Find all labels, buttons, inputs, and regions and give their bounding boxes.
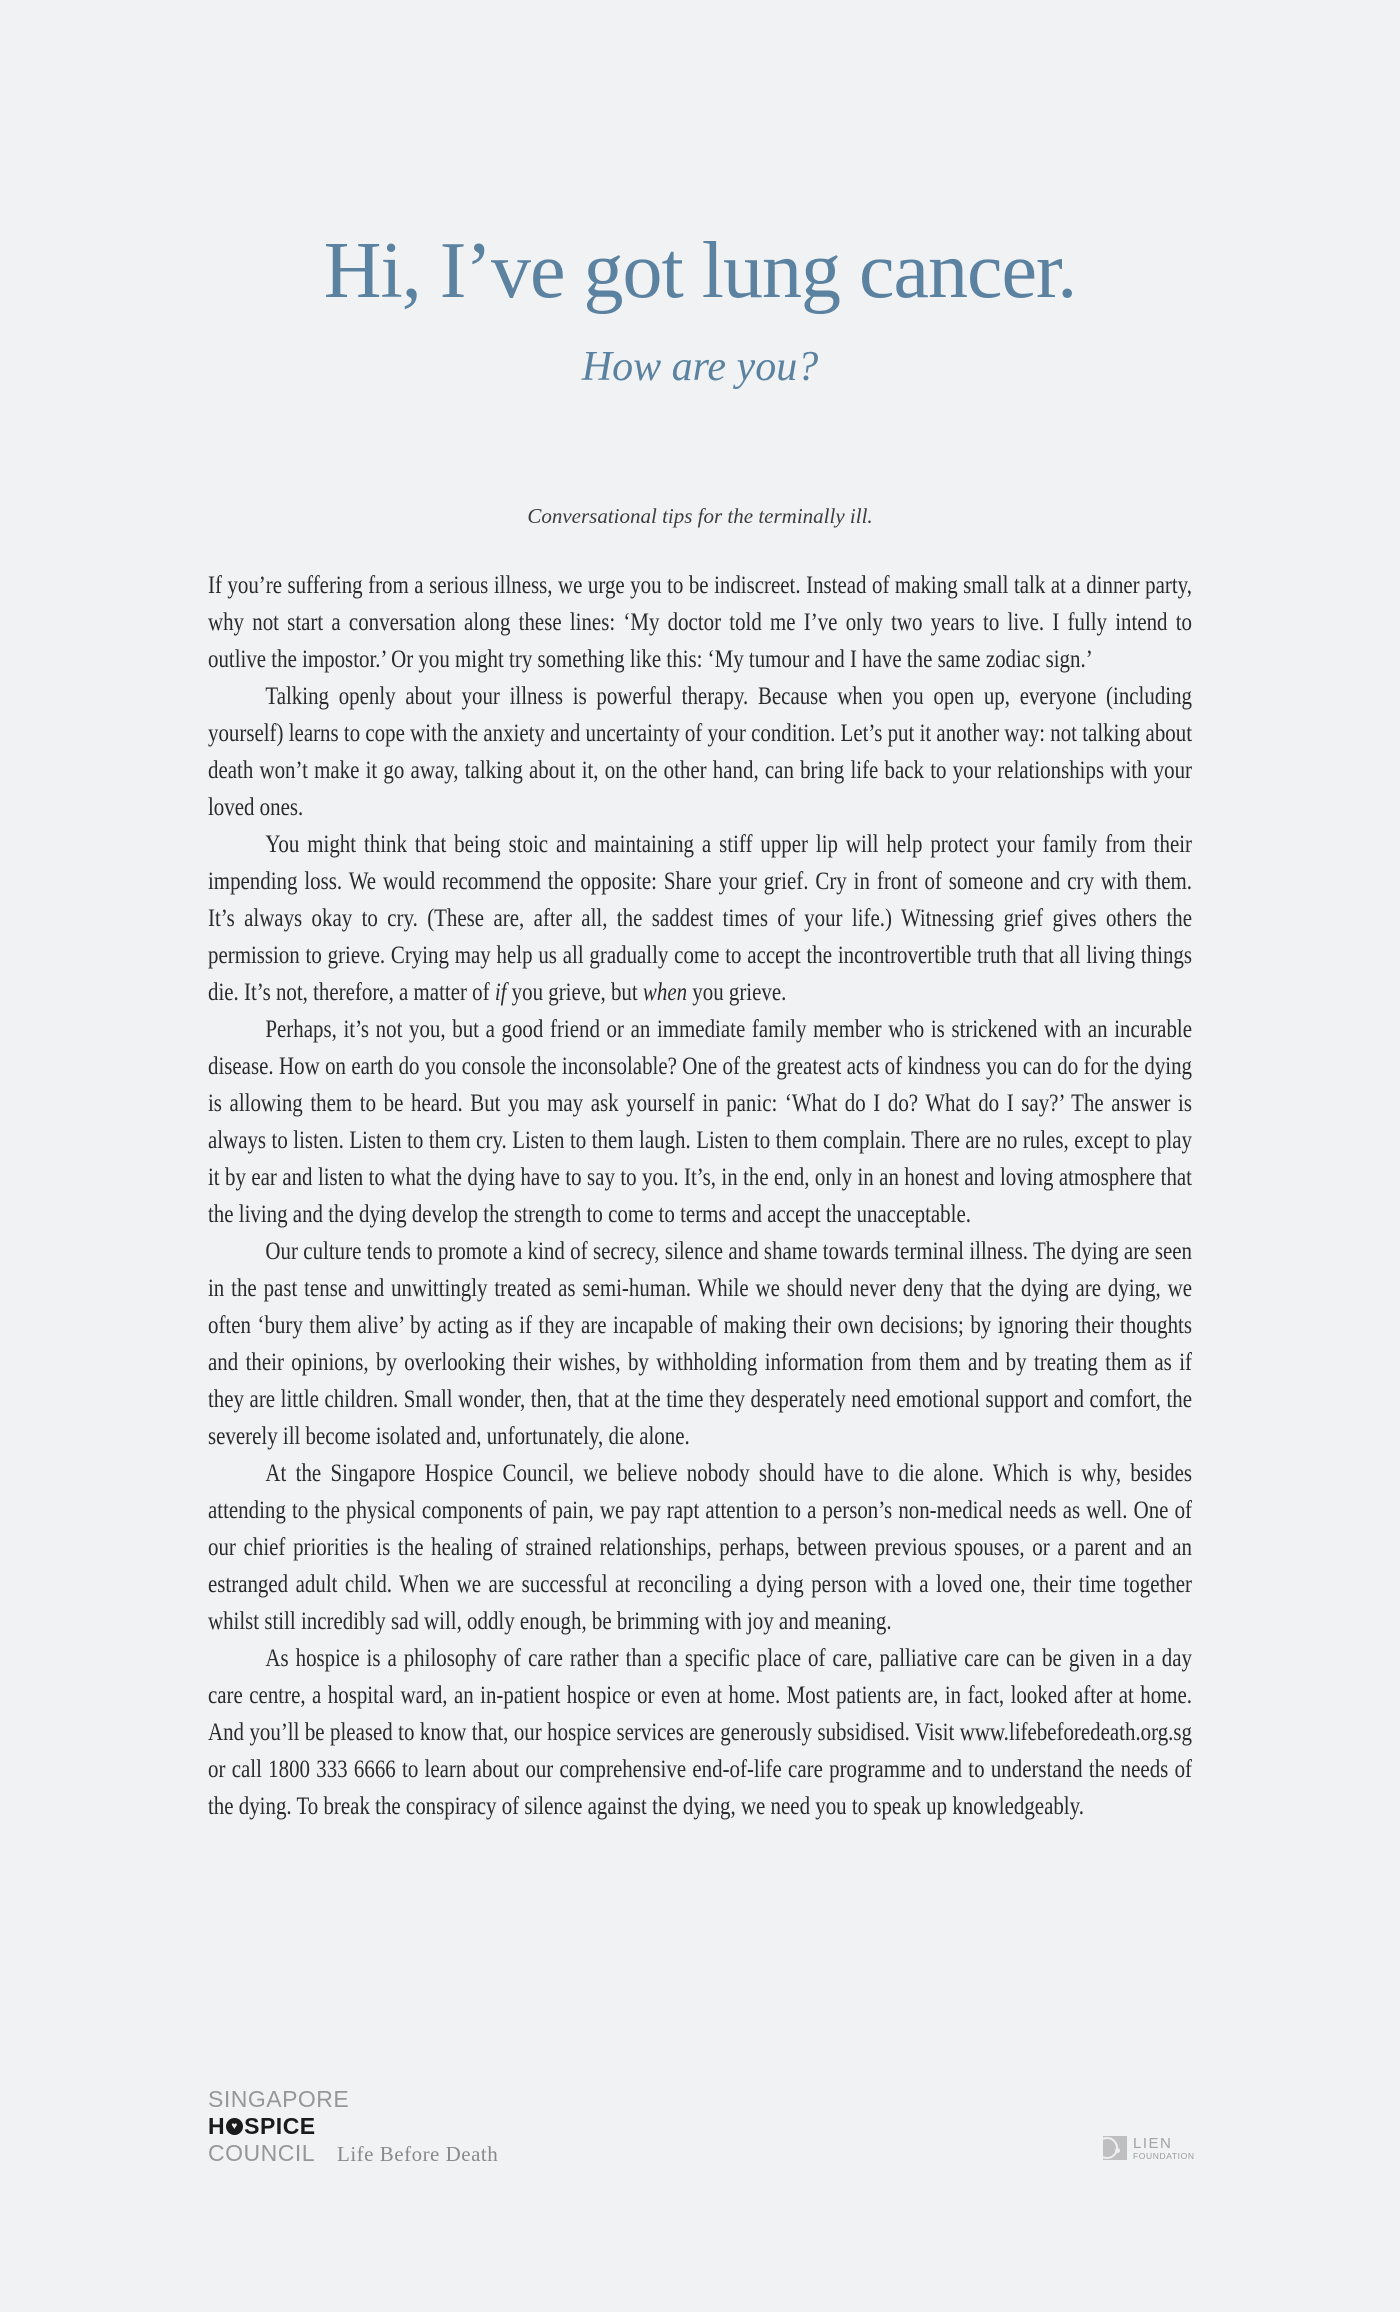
paragraph: If you’re suffering from a serious illness, we urge you to be indiscreet. Instead of making small talk at a dinner party, why not start a conversation along these lines: ‘My doctor told me I’ve only two years to live. I fully intend to outlive the impostor.’ Or you might try something like this: ‘My tumour and I have the same zodiac sign.’: [208, 570, 1192, 673]
shc-line-council: COUNCIL: [208, 2140, 316, 2166]
headline: Hi, I’ve got lung cancer.: [323, 227, 1077, 315]
shc-line-hospice: [208, 2113, 498, 2140]
shc-tagline: Life Before Death: [337, 2142, 499, 2166]
shc-hospice-post: SPICE: [244, 2113, 316, 2139]
shc-line-singapore: SINGAPORE: [208, 2086, 350, 2112]
paragraph: At the Singapore Hospice Council, we believe nobody should have to die alone. Which is why, besides attending to the physical components of pain, we pay rapt attention to a person’s non-medical needs as well. One of our chief priorities is the healing of strained relationships, perhaps, between previous spouses, or a parent and an estranged adult child. When we are successful at reconciling a dying person with a loved one, their time together whilst still incredibly sad will, oddly enough, be brimming with joy and meaning.: [208, 1458, 1192, 1635]
lien-logo-mark-icon: [1103, 2136, 1127, 2160]
subheadline: How are you?: [581, 344, 819, 390]
heart-o-icon: ♥: [226, 2118, 243, 2135]
lien-foundation-label: FOUNDATION: [1133, 2151, 1195, 2161]
lien-mark-dot: [1115, 2148, 1120, 2153]
paragraph: Our culture tends to promote a kind of secrecy, silence and shame towards terminal illness. The dying are seen in the past tense and unwittingly treated as semi-human. While we should never deny that the dying are dying, we often ‘bury them alive’ by acting as if they are incapable of making their own decisions; by ignoring their thoughts and their opinions, by overlooking their wishes, by withholding information from them and by treating them as if they are little children. Small wonder, then, that at the time they desperately need emotional support and comfort, the severely ill become isolated and, unfortunately, die alone.: [208, 1236, 1192, 1450]
shc-council-row: [208, 2140, 498, 2167]
lien-foundation-logo: [1103, 2136, 1195, 2162]
paragraph: Perhaps, it’s not you, but a good friend or an immediate family member who is strickened with an incurable disease. How on earth do you console the inconsolable? One of the greatest acts of kindness you can do for the dying is allowing them to be heard. But you may ask yourself in panic: ‘What do I do? What do I say?’ The answer is always to listen. Listen to them cry. Listen to them laugh. Listen to them complain. There are no rules, except to play it by ear and listen to what the dying have to say to you. It’s, in the end, only in an honest and loving atmosphere that the living and the dying develop the strength to come to terms and accept the unacceptable.: [208, 1014, 1192, 1228]
lien-text-block: [1133, 2136, 1195, 2162]
lien-name: LIEN: [1133, 2135, 1173, 2152]
singapore-hospice-council-logo: [208, 2086, 498, 2167]
shc-hospice-pre: H: [208, 2113, 226, 2139]
paragraph: You might think that being stoic and maintaining a stiff upper lip will help protect your family from their impending loss. We would recommend the opposite: Share your grief. Cry in front of someone and cry with them. It’s always okay to cry. (These are, after all, the saddest times of your life.) Witnessing grief gives others the permission to grieve. Crying may help us all gradually come to accept the incontrovertible truth that all living things die. It’s not, therefore, a matter of if you grieve, but when you grieve.: [208, 829, 1192, 1006]
paragraph: As hospice is a philosophy of care rather than a specific place of care, palliative care can be given in a day care centre, a hospital ward, an in-patient hospice or even at home. Most patients are, in fact, looked after at home. And you’ll be pleased to know that, our hospice services are generously subsidised. Visit www.lifebeforedeath.org.sg or call 1800 333 6666 to learn about our comprehensive end-of-life care programme and to understand the needs of the dying. To break the conspiracy of silence against the dying, we need you to speak up knowledgeably.: [208, 1643, 1192, 1820]
body-paragraphs: [208, 566, 1192, 1824]
paragraph: Talking openly about your illness is powerful therapy. Because when you open up, everyone (including yourself) learns to cope with the anxiety and uncertainty of your condition. Let’s put it another way: not talking about death won’t make it go away, talking about it, on the other hand, can bring life back to your relationships with your loved ones.: [208, 681, 1192, 821]
tagline: Conversational tips for the terminally ill.: [527, 504, 873, 528]
